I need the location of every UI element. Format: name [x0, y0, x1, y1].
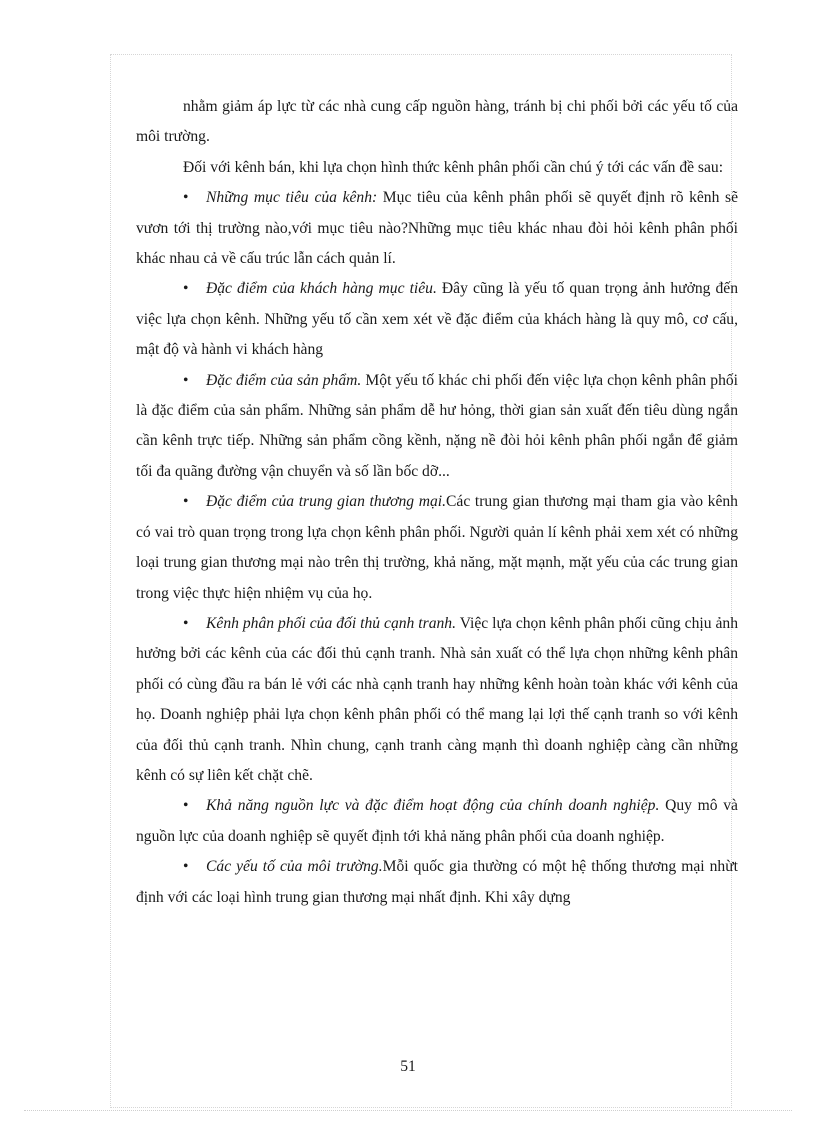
bullet-icon: • [183, 371, 189, 389]
bullet-item-product [136, 366, 738, 488]
bottom-divider [24, 1110, 792, 1111]
bullet-icon: • [183, 493, 189, 511]
bullet-heading: Khả năng nguồn lực và đặc điểm hoạt động của chính doanh nghiệp. [206, 797, 660, 815]
bullet-text: Quy mô và nguồn lực của doanh nghiệp sẽ quyết định tới khả năng phân phối của doanh nghiệp. [136, 797, 738, 845]
bullet-text: Đây cũng là yếu tố quan trọng ảnh hưởng đến việc lựa chọn kênh. Những yếu tố cần xem xét về đặc điểm của khách hàng là quy mô, cơ cấu, mật độ và hành vi khách hàng [136, 280, 738, 359]
bullet-icon: • [183, 614, 189, 632]
bullet-icon: • [183, 858, 189, 876]
intro-paragraph: Đối với kênh bán, khi lựa chọn hình thức kênh phân phối cần chú ý tới các vấn đề sau: [183, 158, 724, 176]
bullet-item-company-resources [136, 791, 738, 852]
bullet-text: Mục tiêu của kênh phân phối sẽ quyết định rõ kênh sẽ vươn tới thị trường nào,với mục tiêu nào?Những mục tiêu khác nhau đòi hỏi kênh phân phối khác nhau cả về cấu trúc lẫn cách quản lí. [136, 189, 738, 268]
document-body [136, 92, 738, 913]
bullet-heading: Đặc điểm của sản phẩm. [206, 371, 362, 389]
bullet-text: Việc lựa chọn kênh phân phối cũng chịu ảnh hưởng bởi các kênh của các đối thủ cạnh tranh. Nhà sản xuất có thể lựa chọn những kênh phân phối có cùng đầu ra bán lẻ với các nhà cạnh tranh hay những kênh hoàn toàn khác với kênh của họ. Doanh nghiệp phải lựa chọn kênh phân phối có thể mang lại lợi thế cạnh tranh so với kênh của đối thủ cạnh tranh. Nhìn chung, cạnh tranh càng mạnh thì doanh nghiệp càng cần những kênh có sự liên kết chặt chẽ. [136, 614, 738, 784]
bullet-icon: • [183, 280, 189, 298]
bullet-text: Mỗi quốc gia thường có một hệ thống thương mại nhừt định với các loại hình trung gian thương mại nhất định. Khi xây dựng [136, 858, 738, 906]
bullet-heading: Những mục tiêu của kênh: [206, 189, 378, 207]
bullet-item-intermediaries [136, 487, 738, 609]
bullet-item-target-customers [136, 274, 738, 365]
bullet-heading: Các yếu tố của môi trường. [206, 858, 383, 876]
bullet-icon: • [183, 797, 189, 815]
bullet-heading: Đặc điểm của trung gian thương mại. [206, 493, 446, 511]
page-number: 51 [400, 1058, 416, 1075]
bullet-item-competitors [136, 609, 738, 791]
bullet-icon: • [183, 189, 189, 207]
bullet-heading: Kênh phân phối của đối thủ cạnh tranh. [206, 614, 456, 632]
bullet-heading: Đặc điểm của khách hàng mục tiêu. [206, 280, 437, 298]
bullet-item-environment [136, 852, 738, 913]
bullet-text: Các trung gian thương mại tham gia vào kênh có vai trò quan trọng trong lựa chọn kênh phân phối. Người quản lí kênh phải xem xét có những loại trung gian thương mại nào trên thị trường, khả năng, mặt mạnh, mặt yếu của các trung gian trong việc thực hiện nhiệm vụ của họ. [136, 493, 738, 602]
bullet-text: Một yếu tố khác chi phối đến việc lựa chọn kênh phân phối là đặc điểm của sản phẩm. Những sản phẩm dễ hư hỏng, thời gian sản xuất đến tiêu dùng ngắn cần kênh trực tiếp. Những sản phẩm cồng kềnh, nặng nề đòi hỏi kênh phân phối ngắn để giảm tối đa quãng đường vận chuyển và số lần bốc dỡ... [136, 371, 738, 480]
continuation-paragraph: nhằm giảm áp lực từ các nhà cung cấp nguồn hàng, tránh bị chi phối bởi các yếu tố của môi trường. [136, 98, 738, 146]
bullet-item-objectives [136, 183, 738, 274]
